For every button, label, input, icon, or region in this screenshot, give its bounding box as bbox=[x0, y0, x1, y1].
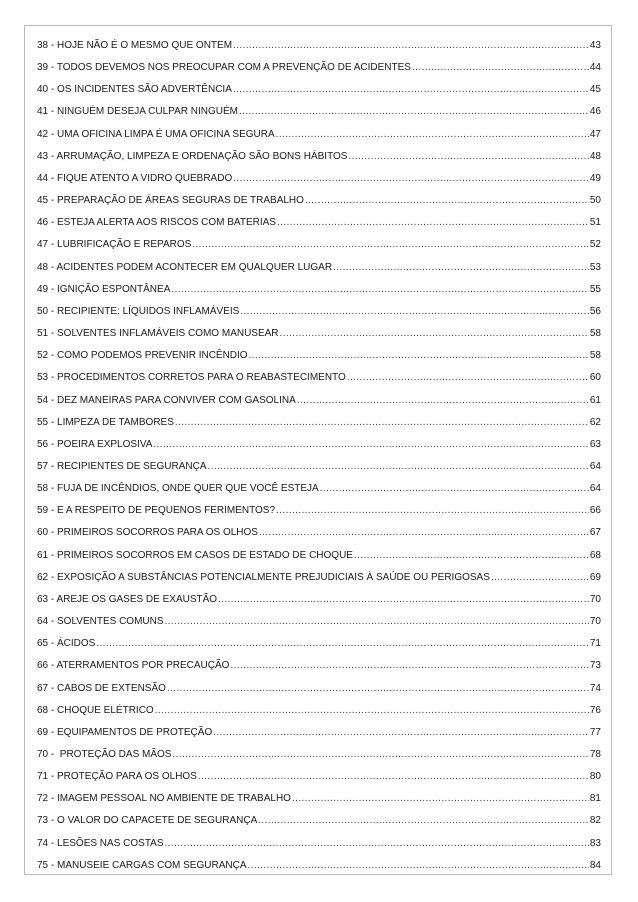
toc-entry-title: 47 - LUBRIFICAÇÃO E REPAROS bbox=[37, 239, 192, 251]
toc-dot-leader bbox=[412, 60, 589, 76]
toc-entry-title: 50 - RECIPIENTE: LÍQUIDOS INFLAMÁVEIS bbox=[37, 305, 240, 317]
toc-entry[interactable] bbox=[37, 393, 601, 415]
toc-entry-page-number: 73 bbox=[589, 660, 601, 672]
toc-dot-leader bbox=[297, 393, 589, 409]
toc-dot-leader bbox=[276, 503, 589, 519]
toc-entry-page-number: 51 bbox=[589, 217, 601, 229]
toc-entry[interactable] bbox=[37, 481, 601, 503]
toc-entry-page-number: 82 bbox=[589, 815, 601, 827]
toc-entry-title: 48 - ACIDENTES PODEM ACONTECER EM QUALQUER LUGAR bbox=[37, 261, 333, 273]
toc-entry-title: 45 - PREPARAÇÃO DE ÁREAS SEGURAS DE TRABALHO bbox=[37, 195, 304, 207]
toc-entry-page-number: 69 bbox=[589, 571, 601, 583]
toc-entry-title: 43 - ARRUMAÇÃO, LIMPEZA E ORDENAÇÃO SÃO BONS HÁBITOS bbox=[37, 150, 348, 162]
toc-entry-title: 41 - NINGUÉM DESEJA CULPAR NINGUÉM bbox=[37, 106, 238, 118]
toc-entry[interactable] bbox=[37, 570, 601, 592]
toc-entry-title: 55 - LIMPEZA DE TAMBORES bbox=[37, 416, 174, 428]
toc-entry-page-number: 68 bbox=[589, 549, 601, 561]
toc-entry-title: 70 - PROTEÇÃO DAS MÃOS bbox=[37, 749, 172, 760]
toc-entry-page-number: 56 bbox=[589, 305, 601, 317]
toc-dot-leader bbox=[258, 813, 589, 829]
toc-entry-page-number: 84 bbox=[589, 859, 601, 871]
toc-entry-page-number: 48 bbox=[589, 150, 601, 162]
toc-entry[interactable] bbox=[37, 60, 601, 82]
toc-entry-page-number: 80 bbox=[589, 771, 601, 783]
toc-entry-page-number: 53 bbox=[589, 261, 601, 273]
toc-entry-title: 61 - PRIMEIROS SOCORROS EM CASOS DE ESTADO DE CHOQUE bbox=[37, 549, 353, 561]
toc-entry[interactable] bbox=[37, 548, 601, 570]
toc-entry-page-number: 70 bbox=[589, 593, 601, 605]
toc-entry-title: 46 - ESTEJA ALERTA AOS RISCOS COM BATERIAS bbox=[37, 217, 276, 229]
toc-dot-leader bbox=[333, 260, 589, 276]
toc-dot-leader bbox=[167, 681, 589, 697]
toc-entry-page-number: 60 bbox=[589, 372, 601, 384]
toc-entry-title: 56 - POEIRA EXPLOSIVA bbox=[37, 438, 153, 450]
toc-entry-title: 64 - SOLVENTES COMUNS bbox=[37, 616, 164, 628]
toc-dot-leader bbox=[320, 481, 589, 497]
toc-entry-page-number: 52 bbox=[589, 239, 601, 251]
toc-entry-page-number: 83 bbox=[589, 837, 601, 849]
toc-entry[interactable] bbox=[37, 725, 601, 747]
toc-entry-title: 49 - IGNIÇÃO ESPONTÂNEA bbox=[37, 283, 171, 295]
toc-dot-leader bbox=[233, 38, 589, 54]
toc-dot-leader bbox=[172, 747, 588, 763]
toc-entry-title: 39 - TODOS DEVEMOS NOS PREOCUPAR COM A PREVENÇÃO DE ACIDENTES bbox=[37, 62, 411, 74]
toc-entry-title: 67 - CABOS DE EXTENSÃO bbox=[37, 682, 166, 694]
toc-entry[interactable] bbox=[37, 836, 601, 858]
toc-entry-page-number: 58 bbox=[589, 328, 601, 340]
toc-entry-page-number: 46 bbox=[589, 106, 601, 118]
toc-entry[interactable] bbox=[37, 592, 601, 614]
toc-entry[interactable] bbox=[37, 370, 601, 392]
toc-entry-title: 62 - EXPOSIÇÃO A SUBSTÂNCIAS POTENCIALMENTE PREJUDICIAIS À SAÚDE OU PERIGOSAS bbox=[37, 571, 490, 583]
toc-dot-leader bbox=[259, 525, 589, 541]
toc-entry-page-number: 49 bbox=[589, 172, 601, 184]
toc-entry[interactable] bbox=[37, 193, 601, 215]
toc-dot-leader bbox=[155, 703, 589, 719]
toc-entry[interactable] bbox=[37, 525, 601, 547]
toc-entry-title: 38 - HOJE NÃO É O MESMO QUE ONTEM bbox=[37, 40, 233, 51]
toc-entry[interactable] bbox=[37, 82, 601, 104]
toc-entry-title: 65 - ÁCIDOS bbox=[37, 638, 96, 650]
toc-entry[interactable] bbox=[37, 769, 601, 791]
toc-dot-leader bbox=[354, 548, 589, 564]
toc-entry-title: 44 - FIQUE ATENTO A VIDRO QUEBRADO bbox=[37, 172, 233, 184]
toc-entry-title: 66 - ATERRAMENTOS POR PRECAUÇÃO bbox=[37, 660, 230, 672]
toc-entry[interactable] bbox=[37, 104, 601, 126]
toc-entry[interactable] bbox=[37, 437, 601, 459]
toc-entry-title: 60 - PRIMEIROS SOCORROS PARA OS OLHOS bbox=[37, 527, 258, 539]
toc-entry-title: 63 - AREJE OS GASES DE EXAUSTÃO bbox=[37, 593, 218, 605]
toc-entry-page-number: 74 bbox=[589, 682, 601, 694]
toc-dot-leader bbox=[230, 658, 588, 674]
toc-entry-title: 68 - CHOQUE ELÉTRICO bbox=[37, 704, 154, 716]
toc-dot-leader bbox=[198, 769, 589, 785]
toc-entry-page-number: 71 bbox=[589, 638, 601, 650]
toc-entry[interactable] bbox=[37, 614, 601, 636]
toc-dot-leader bbox=[207, 459, 588, 475]
toc-entry-title: 42 - UMA OFICINA LIMPA É UMA OFICINA SEGURA bbox=[37, 128, 275, 140]
toc-dot-leader bbox=[239, 104, 589, 120]
toc-entry-title: 71 - PROTEÇÃO PARA OS OLHOS bbox=[37, 771, 197, 783]
toc-dot-leader bbox=[233, 82, 589, 98]
toc-entry-page-number: 45 bbox=[589, 84, 601, 96]
toc-entry-title: 51 - SOLVENTES INFLAMÁVEIS COMO MANUSEAR bbox=[37, 328, 279, 340]
toc-entry-title: 72 - IMAGEM PESSOAL NO AMBIENTE DE TRABALHO bbox=[37, 793, 291, 805]
toc-entry-title: 58 - FUJA DE INCÊNDIOS, ONDE QUER QUE VOCÊ ESTEJA bbox=[37, 483, 319, 495]
toc-dot-leader bbox=[240, 304, 589, 320]
toc-entry-title: 57 - RECIPIENTES DE SEGURANÇA bbox=[37, 460, 207, 472]
toc-dot-leader bbox=[153, 437, 588, 453]
toc-entry-title: 73 - O VALOR DO CAPACETE DE SEGURANÇA bbox=[37, 815, 258, 827]
toc-entry-title: 75 - MANUSEIE CARGAS COM SEGURANÇA bbox=[37, 859, 247, 871]
toc-entry-page-number: 47 bbox=[589, 128, 601, 140]
toc-entry[interactable] bbox=[37, 149, 601, 171]
toc-entry[interactable] bbox=[37, 171, 601, 193]
toc-dot-leader bbox=[218, 592, 589, 608]
toc-entry-page-number: 64 bbox=[589, 483, 601, 495]
toc-entry-title: 59 - E A RESPEITO DE PEQUENOS FERIMENTOS? bbox=[37, 505, 276, 517]
table-of-contents bbox=[37, 38, 601, 880]
toc-entry[interactable] bbox=[37, 237, 601, 259]
toc-dot-leader bbox=[96, 636, 589, 652]
toc-entry-page-number: 61 bbox=[589, 394, 601, 406]
toc-dot-leader bbox=[249, 348, 589, 364]
toc-dot-leader bbox=[165, 614, 589, 630]
toc-entry[interactable] bbox=[37, 304, 601, 326]
toc-entry[interactable] bbox=[37, 703, 601, 725]
toc-dot-leader bbox=[292, 791, 589, 807]
toc-entry[interactable] bbox=[37, 348, 601, 370]
toc-entry[interactable] bbox=[37, 282, 601, 304]
toc-entry-title: 69 - EQUIPAMENTOS DE PROTEÇÃO bbox=[37, 726, 213, 738]
toc-entry-page-number: 81 bbox=[589, 793, 601, 805]
toc-entry-page-number: 44 bbox=[589, 62, 601, 74]
toc-entry-title: 74 - LESÕES NAS COSTAS bbox=[37, 837, 164, 849]
toc-entry-page-number: 58 bbox=[589, 350, 601, 362]
toc-entry[interactable] bbox=[37, 747, 601, 769]
toc-dot-leader bbox=[348, 149, 588, 165]
toc-entry-title: 54 - DEZ MANEIRAS PARA CONVIVER COM GASOLINA bbox=[37, 394, 296, 406]
toc-entry-page-number: 43 bbox=[589, 40, 601, 51]
toc-entry[interactable] bbox=[37, 459, 601, 481]
toc-entry-page-number: 50 bbox=[589, 195, 601, 207]
toc-dot-leader bbox=[171, 282, 589, 298]
toc-entry[interactable] bbox=[37, 215, 601, 237]
toc-entry[interactable] bbox=[37, 813, 601, 835]
toc-entry-page-number: 66 bbox=[589, 505, 601, 517]
toc-entry-page-number: 63 bbox=[589, 438, 601, 450]
toc-entry-title: 40 - OS INCIDENTES SÃO ADVERTÊNCIA bbox=[37, 84, 232, 96]
toc-dot-leader bbox=[165, 836, 589, 852]
toc-entry[interactable] bbox=[37, 681, 601, 703]
toc-entry-title: 53 - PROCEDIMENTOS CORRETOS PARA O REABASTECIMENTO bbox=[37, 372, 346, 384]
toc-dot-leader bbox=[233, 171, 589, 187]
toc-entry-page-number: 55 bbox=[589, 283, 601, 295]
toc-dot-leader bbox=[491, 570, 589, 586]
toc-entry-page-number: 78 bbox=[589, 749, 601, 760]
toc-entry-page-number: 67 bbox=[589, 527, 601, 539]
toc-entry-page-number: 64 bbox=[589, 460, 601, 472]
toc-dot-leader bbox=[192, 237, 589, 253]
toc-entry[interactable] bbox=[37, 127, 601, 149]
toc-dot-leader bbox=[305, 193, 589, 209]
toc-entry[interactable] bbox=[37, 503, 601, 525]
toc-entry-page-number: 76 bbox=[589, 704, 601, 716]
toc-entry-page-number: 62 bbox=[589, 416, 601, 428]
toc-entry-page-number: 70 bbox=[589, 616, 601, 628]
toc-dot-leader bbox=[175, 415, 589, 431]
toc-entry-title: 52 - COMO PODEMOS PREVENIR INCÊNDIO bbox=[37, 350, 248, 362]
toc-entry[interactable] bbox=[37, 858, 601, 880]
toc-dot-leader bbox=[213, 725, 589, 741]
toc-dot-leader bbox=[280, 326, 589, 342]
toc-entry[interactable] bbox=[37, 636, 601, 658]
toc-entry-page-number: 77 bbox=[589, 726, 601, 738]
toc-entry[interactable] bbox=[37, 658, 601, 680]
toc-dot-leader bbox=[247, 858, 588, 874]
toc-entry[interactable] bbox=[37, 415, 601, 437]
toc-dot-leader bbox=[276, 127, 589, 143]
toc-entry[interactable] bbox=[37, 791, 601, 813]
toc-entry[interactable] bbox=[37, 326, 601, 348]
toc-dot-leader bbox=[277, 215, 589, 231]
toc-dot-leader bbox=[347, 370, 589, 386]
toc-entry[interactable] bbox=[37, 260, 601, 282]
toc-entry[interactable] bbox=[37, 38, 601, 60]
